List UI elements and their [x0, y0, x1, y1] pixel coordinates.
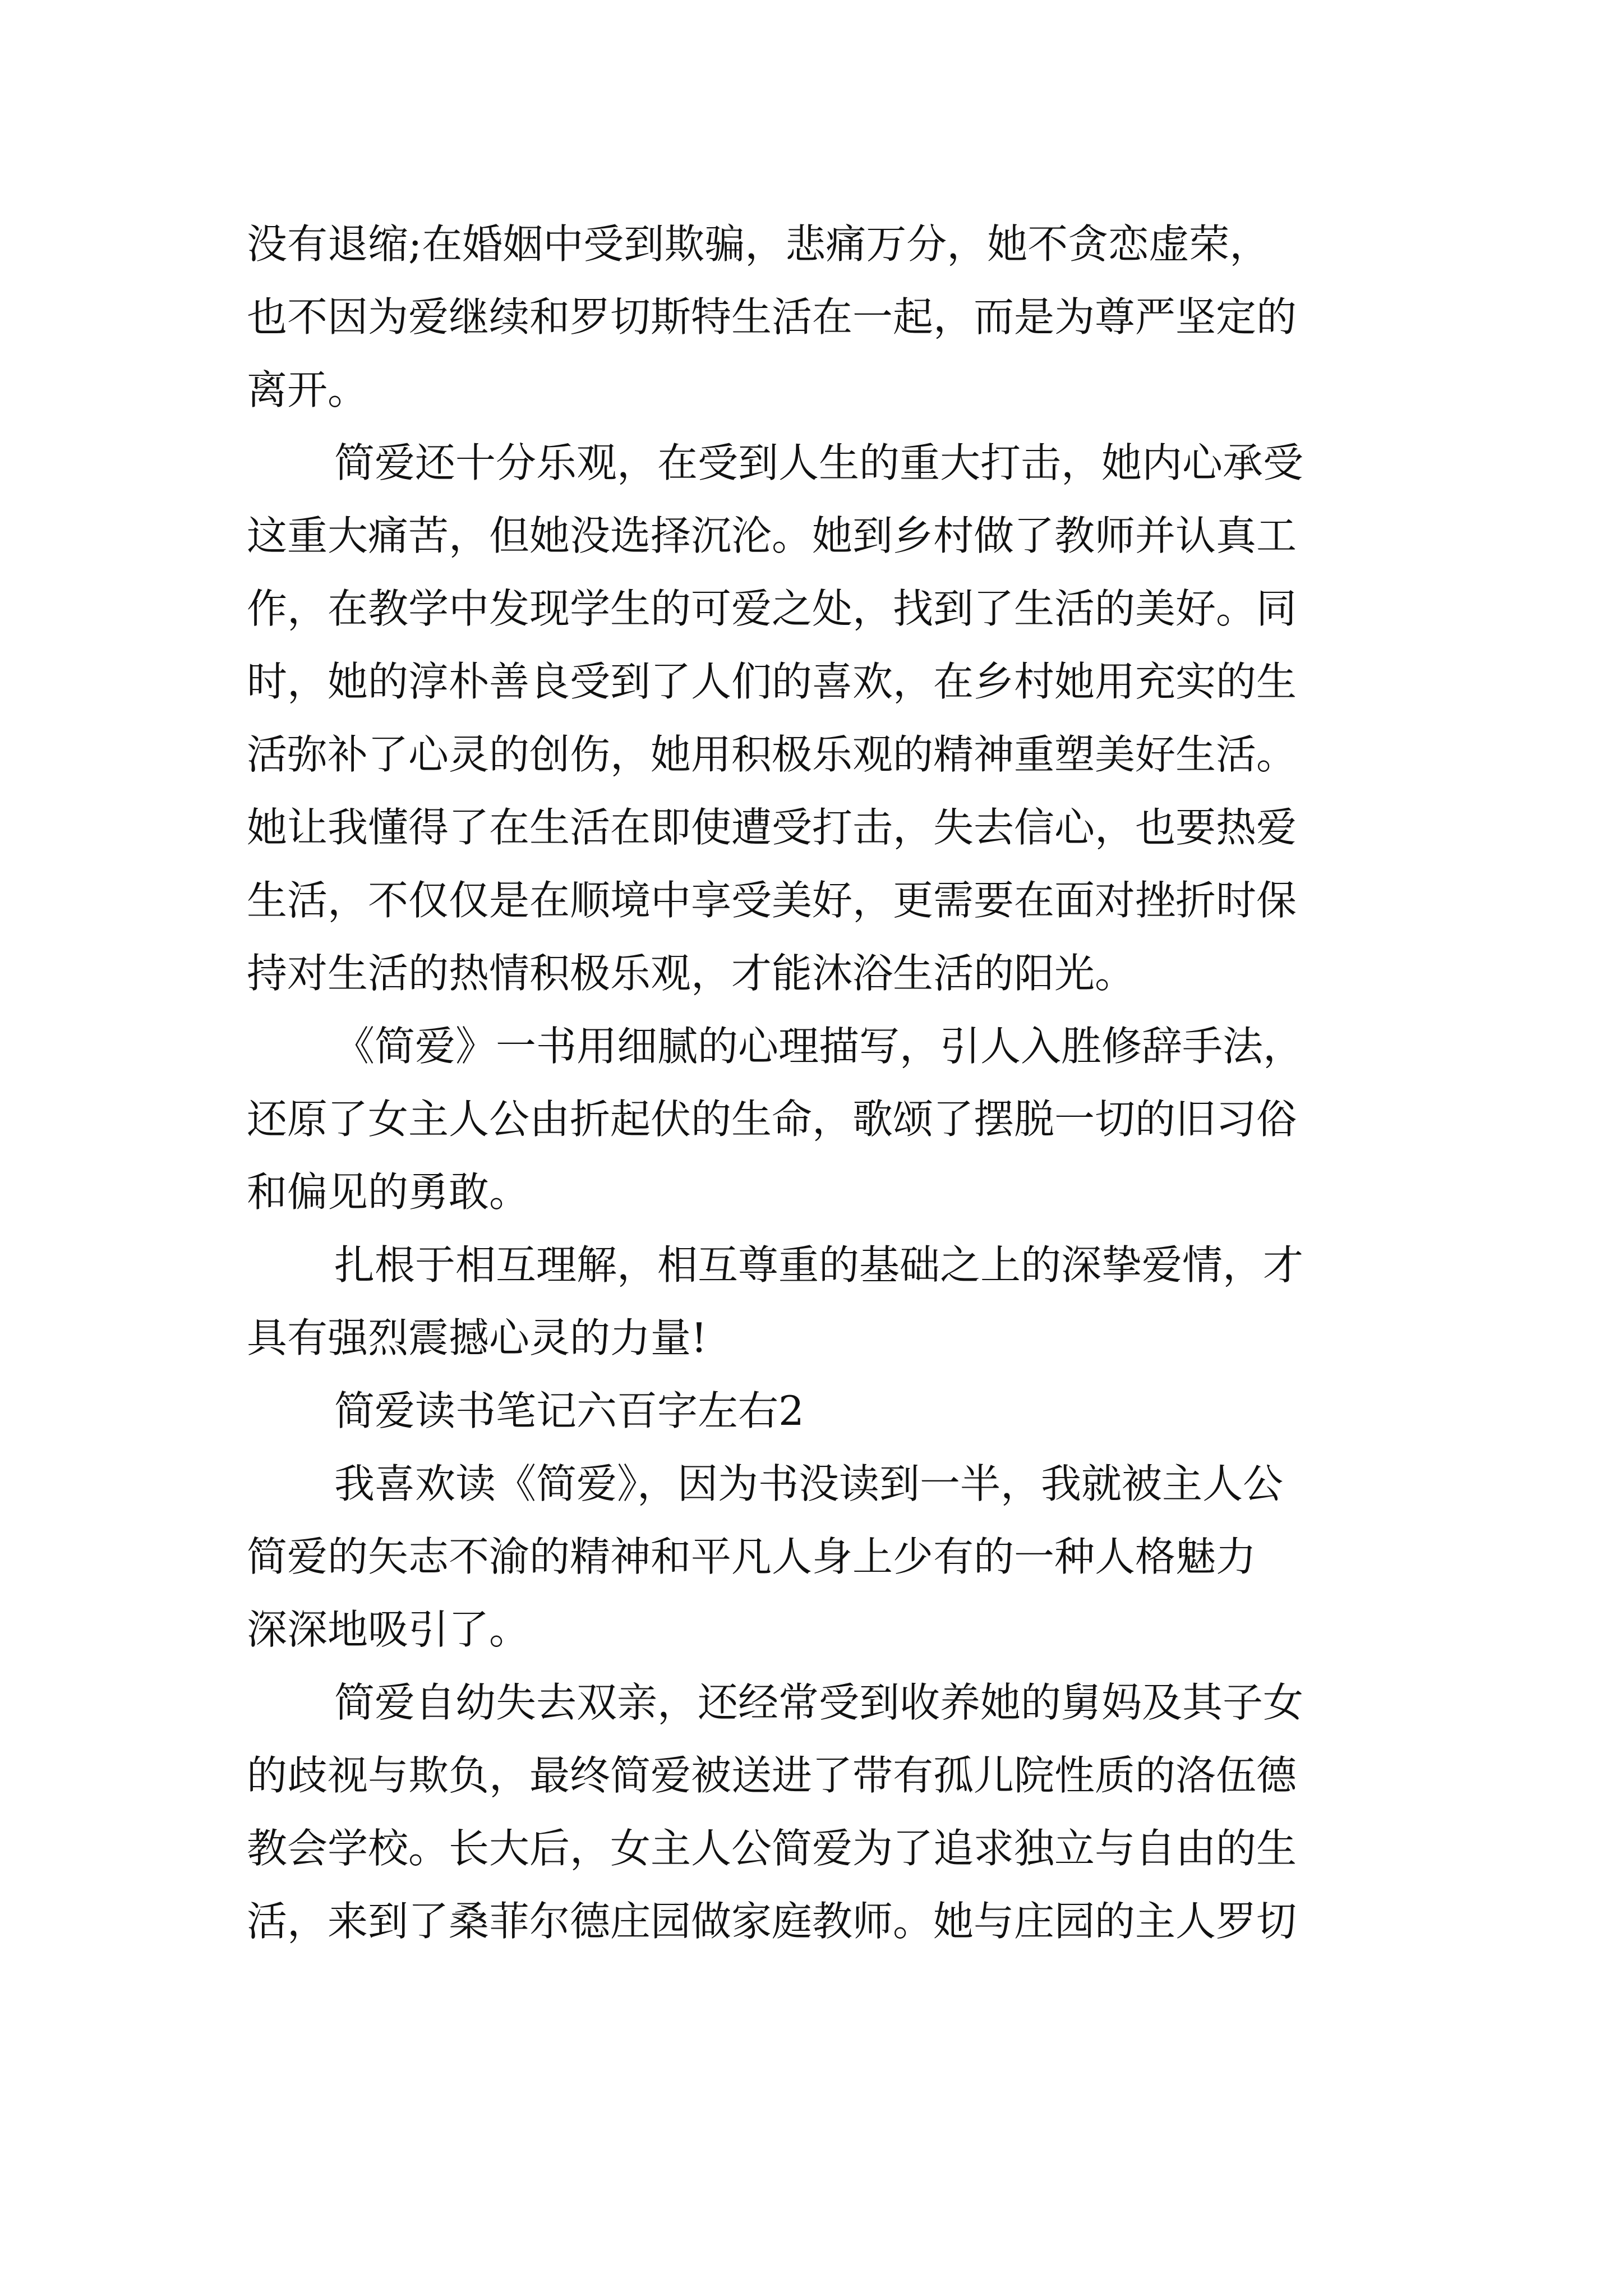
text-line: 这重大痛苦，但她没选择沉沦。她到乡村做了教师并认真工	[247, 512, 1297, 559]
body-text	[247, 208, 1391, 1958]
section-heading: 简爱读书笔记六百字左右2	[334, 1387, 804, 1434]
paragraph-first-line: 简爱自幼失去双亲，还经常受到收养她的舅妈及其子女	[334, 1679, 1304, 1726]
text-line: 没有退缩;在婚姻中受到欺骗，悲痛万分，她不贪恋虚荣，	[247, 220, 1270, 268]
text-line: 持对生活的热情积极乐观，才能沐浴生活的阳光。	[247, 950, 1136, 997]
text-line: 她让我懂得了在生活在即使遭受打击，失去信心，也要热爱	[247, 804, 1297, 851]
text-line: 活，来到了桑菲尔德庄园做家庭教师。她与庄园的主人罗切	[247, 1898, 1297, 1945]
paragraph-first-line: 简爱还十分乐观，在受到人生的重大打击，她内心承受	[334, 439, 1304, 486]
text-line: 生活，不仅仅是在顺境中享受美好，更需要在面对挫折时保	[247, 877, 1297, 924]
text-line: 的歧视与欺负，最终简爱被送进了带有孤儿院性质的洛伍德	[247, 1752, 1297, 1799]
text-line: 活弥补了心灵的创伤，她用积极乐观的精神重塑美好生活。	[247, 731, 1297, 778]
text-line: 深深地吸引了。	[247, 1606, 530, 1653]
text-line: 还原了女主人公由折起伏的生命，歌颂了摆脱一切的旧习俗	[247, 1096, 1297, 1143]
text-line: 具有强烈震撼心灵的力量!	[247, 1314, 707, 1361]
text-line: 作，在教学中发现学生的可爱之处，找到了生活的美好。同	[247, 585, 1297, 632]
paragraph-first-line: 扎根于相互理解，相互尊重的基础之上的深挚爱情，才	[334, 1241, 1304, 1289]
text-line: 离开。	[247, 366, 368, 413]
text-line: 简爱的矢志不渝的精神和平凡人身上少有的一种人格魅力	[247, 1533, 1257, 1580]
text-line: 时，她的淳朴善良受到了人们的喜欢，在乡村她用充实的生	[247, 658, 1297, 705]
paragraph-first-line: 我喜欢读《简爱》，因为书没读到一半，我就被主人公	[334, 1460, 1284, 1507]
text-line: 和偏见的勇敢。	[247, 1168, 530, 1216]
text-line: 也不因为爱继续和罗切斯特生活在一起，而是为尊严坚定的	[247, 293, 1297, 341]
paragraph-first-line: 《简爱》一书用细腻的心理描写，引人入胜修辞手法，	[334, 1023, 1304, 1070]
text-line: 教会学校。长大后，女主人公简爱为了追求独立与自由的生	[247, 1825, 1297, 1872]
